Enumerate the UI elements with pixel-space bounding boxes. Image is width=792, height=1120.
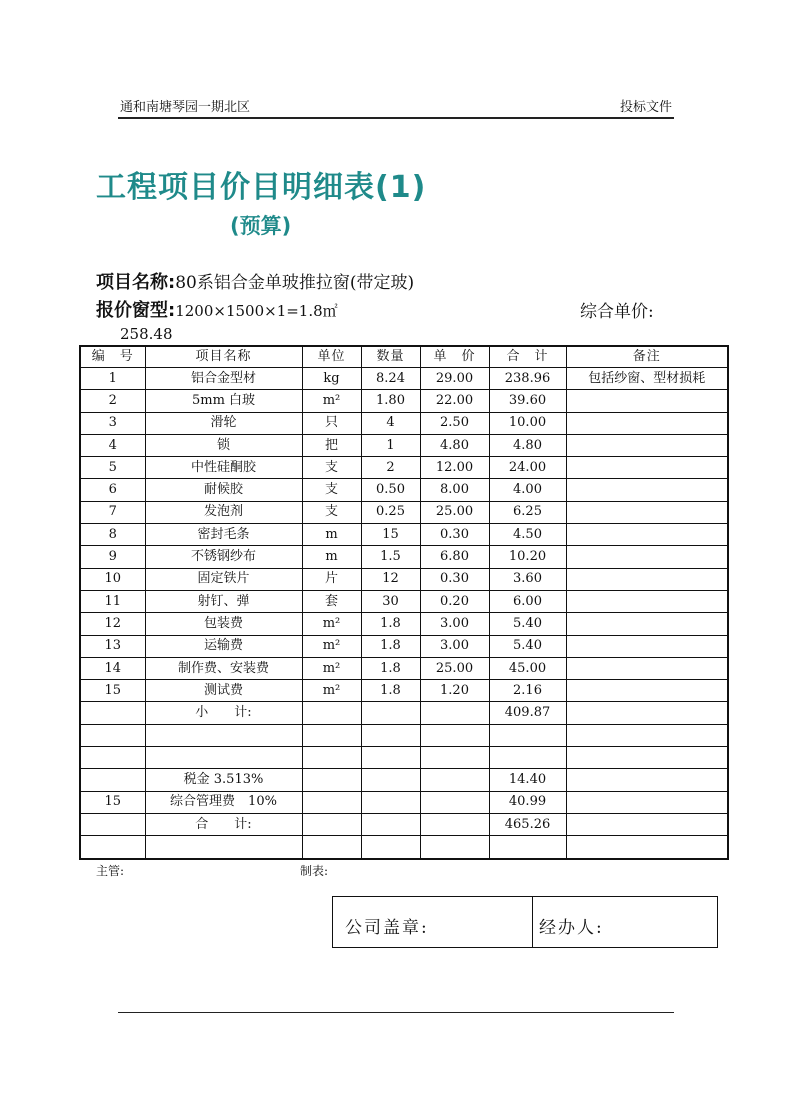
cell-total: 4.00 <box>489 479 566 501</box>
cell-unit-price: 8.00 <box>420 479 489 501</box>
cell-quantity: 1 <box>361 434 420 456</box>
header-col-unit-price: 单 价 <box>420 346 489 368</box>
cell-item-name: 运输费 <box>145 635 302 657</box>
cell-unit-price: 12.00 <box>420 457 489 479</box>
cell-unit-price <box>420 769 489 791</box>
table-row <box>80 457 728 479</box>
cell-quantity: 1.8 <box>361 657 420 679</box>
cell-number: 14 <box>80 657 145 679</box>
price-table <box>79 345 729 860</box>
cell-unit: m² <box>302 635 361 657</box>
table-row <box>80 635 728 657</box>
cell-note <box>566 724 728 746</box>
cell-total: 10.20 <box>489 546 566 568</box>
cell-item-name: 中性硅酮胶 <box>145 457 302 479</box>
cell-note <box>566 568 728 590</box>
cell-number: 2 <box>80 390 145 412</box>
cell-total: 2.16 <box>489 680 566 702</box>
header-col-item-name: 项目名称 <box>145 346 302 368</box>
header-col-unit: 单位 <box>302 346 361 368</box>
cell-unit: m <box>302 524 361 546</box>
cell-number: 8 <box>80 524 145 546</box>
handler-label: 经办人: <box>539 918 604 938</box>
cell-total: 40.99 <box>489 791 566 813</box>
cell-item-name: 小 计: <box>145 702 302 724</box>
cell-unit: 只 <box>302 412 361 434</box>
cell-unit: kg <box>302 368 361 390</box>
cell-number: 5 <box>80 457 145 479</box>
cell-unit <box>302 791 361 813</box>
cell-quantity <box>361 769 420 791</box>
cell-total: 5.40 <box>489 635 566 657</box>
cell-number: 4 <box>80 434 145 456</box>
cell-number: 10 <box>80 568 145 590</box>
cell-item-name <box>145 836 302 859</box>
cell-unit: 片 <box>302 568 361 590</box>
cell-note <box>566 657 728 679</box>
table-row <box>80 590 728 612</box>
cell-note <box>566 613 728 635</box>
cell-quantity <box>361 836 420 859</box>
prepared-by-label: 制表: <box>300 864 329 878</box>
cell-item-name <box>145 747 302 769</box>
cell-item-name: 包装费 <box>145 613 302 635</box>
cell-number <box>80 747 145 769</box>
cell-quantity: 1.8 <box>361 613 420 635</box>
company-seal-label: 公司盖章: <box>345 918 429 938</box>
cell-total: 6.25 <box>489 501 566 523</box>
page-title: 工程项目价目明细表(1) <box>96 170 427 205</box>
cell-number: 15 <box>80 680 145 702</box>
header-col-total: 合 计 <box>489 346 566 368</box>
header-col-note: 备注 <box>566 346 728 368</box>
table-row <box>80 546 728 568</box>
cell-unit: 支 <box>302 457 361 479</box>
cell-item-name: 固定铁片 <box>145 568 302 590</box>
table-body <box>80 368 728 859</box>
table-row <box>80 479 728 501</box>
cell-item-name: 铝合金型材 <box>145 368 302 390</box>
cell-item-name: 滑轮 <box>145 412 302 434</box>
cell-quantity: 0.25 <box>361 501 420 523</box>
cell-quantity: 1.5 <box>361 546 420 568</box>
cell-number: 1 <box>80 368 145 390</box>
cell-quantity: 1.8 <box>361 635 420 657</box>
cell-total: 238.96 <box>489 368 566 390</box>
cell-unit: m² <box>302 657 361 679</box>
cell-number: 7 <box>80 501 145 523</box>
cell-note <box>566 702 728 724</box>
cell-unit-price <box>420 747 489 769</box>
cell-unit <box>302 702 361 724</box>
cell-unit-price: 4.80 <box>420 434 489 456</box>
window-type-value: 1200×1500×1=1.8㎡ <box>175 302 338 320</box>
table-row <box>80 836 728 859</box>
cell-quantity: 1.80 <box>361 390 420 412</box>
cell-note <box>566 390 728 412</box>
cell-number: 3 <box>80 412 145 434</box>
cell-note <box>566 412 728 434</box>
cell-unit: 套 <box>302 590 361 612</box>
table-row <box>80 434 728 456</box>
cell-unit-price <box>420 791 489 813</box>
cell-quantity: 1.8 <box>361 680 420 702</box>
cell-unit-price: 3.00 <box>420 613 489 635</box>
cell-total: 14.40 <box>489 769 566 791</box>
table-row <box>80 724 728 746</box>
cell-quantity <box>361 702 420 724</box>
cell-number: 15 <box>80 791 145 813</box>
header-divider <box>118 117 674 119</box>
cell-total: 10.00 <box>489 412 566 434</box>
cell-note <box>566 546 728 568</box>
cell-note <box>566 479 728 501</box>
cell-note <box>566 524 728 546</box>
cell-unit-price: 3.00 <box>420 635 489 657</box>
cell-unit-price: 1.20 <box>420 680 489 702</box>
cell-item-name: 合 计: <box>145 813 302 835</box>
cell-quantity <box>361 813 420 835</box>
cell-total: 465.26 <box>489 813 566 835</box>
cell-number <box>80 702 145 724</box>
table-row <box>80 613 728 635</box>
cell-item-name: 密封毛条 <box>145 524 302 546</box>
cell-unit: 把 <box>302 434 361 456</box>
footer-divider <box>118 1012 674 1013</box>
cell-unit <box>302 769 361 791</box>
cell-note <box>566 747 728 769</box>
project-name-label: 项目名称: <box>96 272 176 293</box>
cell-number: 11 <box>80 590 145 612</box>
cell-unit-price: 0.30 <box>420 524 489 546</box>
cell-unit-price: 0.20 <box>420 590 489 612</box>
header-col-quantity: 数量 <box>361 346 420 368</box>
cell-total: 4.80 <box>489 434 566 456</box>
cell-quantity: 0.50 <box>361 479 420 501</box>
cell-unit: m² <box>302 613 361 635</box>
cell-quantity <box>361 791 420 813</box>
cell-item-name: 税金 3.513% <box>145 769 302 791</box>
cell-number <box>80 836 145 859</box>
cell-note <box>566 635 728 657</box>
cell-total <box>489 836 566 859</box>
table-row <box>80 368 728 390</box>
cell-quantity: 12 <box>361 568 420 590</box>
project-name-line <box>96 268 414 294</box>
table-header-row <box>80 346 728 368</box>
table-row <box>80 769 728 791</box>
cell-total <box>489 724 566 746</box>
cell-note <box>566 590 728 612</box>
cell-total: 409.87 <box>489 702 566 724</box>
cell-unit: m² <box>302 390 361 412</box>
cell-item-name <box>145 724 302 746</box>
table-row <box>80 657 728 679</box>
cell-unit: 支 <box>302 501 361 523</box>
cell-number: 13 <box>80 635 145 657</box>
cell-unit: m² <box>302 680 361 702</box>
cell-unit-price: 25.00 <box>420 501 489 523</box>
cell-unit-price <box>420 702 489 724</box>
signature-box <box>332 896 718 948</box>
cell-note <box>566 836 728 859</box>
table-row <box>80 390 728 412</box>
cell-total: 39.60 <box>489 390 566 412</box>
cell-item-name: 测试费 <box>145 680 302 702</box>
table-row <box>80 412 728 434</box>
cell-quantity: 2 <box>361 457 420 479</box>
cell-unit-price <box>420 724 489 746</box>
cell-unit <box>302 836 361 859</box>
cell-unit <box>302 813 361 835</box>
cell-unit-price: 0.30 <box>420 568 489 590</box>
cell-item-name: 发泡剂 <box>145 501 302 523</box>
cell-item-name: 制作费、安装费 <box>145 657 302 679</box>
cell-number <box>80 769 145 791</box>
cell-total: 24.00 <box>489 457 566 479</box>
cell-quantity <box>361 724 420 746</box>
cell-note <box>566 769 728 791</box>
signature-divider <box>532 897 533 947</box>
cell-quantity <box>361 747 420 769</box>
table-row <box>80 568 728 590</box>
table-row <box>80 813 728 835</box>
cell-note <box>566 457 728 479</box>
cell-number <box>80 724 145 746</box>
table-row <box>80 524 728 546</box>
cell-unit-price <box>420 813 489 835</box>
table-row <box>80 501 728 523</box>
cell-note <box>566 434 728 456</box>
cell-note <box>566 813 728 835</box>
table-row <box>80 680 728 702</box>
cell-quantity: 15 <box>361 524 420 546</box>
cell-note <box>566 680 728 702</box>
cell-unit <box>302 747 361 769</box>
table-row <box>80 791 728 813</box>
cell-item-name: 不锈钢纱布 <box>145 546 302 568</box>
cell-note <box>566 501 728 523</box>
cell-unit-price: 29.00 <box>420 368 489 390</box>
cell-item-name: 锁 <box>145 434 302 456</box>
cell-item-name: 射钉、弹 <box>145 590 302 612</box>
table-row <box>80 747 728 769</box>
cell-unit-price: 25.00 <box>420 657 489 679</box>
header-doc-type: 投标文件 <box>619 100 672 115</box>
table-row <box>80 702 728 724</box>
cell-unit-price: 6.80 <box>420 546 489 568</box>
cell-quantity: 8.24 <box>361 368 420 390</box>
unit-price-label: 综合单价: <box>580 302 654 322</box>
cell-total <box>489 747 566 769</box>
cell-total: 3.60 <box>489 568 566 590</box>
cell-unit: 支 <box>302 479 361 501</box>
header-col-number: 编 号 <box>80 346 145 368</box>
cell-unit-price <box>420 836 489 859</box>
cell-number <box>80 813 145 835</box>
cell-item-name: 耐候胶 <box>145 479 302 501</box>
cell-total: 6.00 <box>489 590 566 612</box>
unit-price-value: 258.48 <box>120 325 173 343</box>
cell-total: 45.00 <box>489 657 566 679</box>
header-project-name: 通和南塘琴园一期北区 <box>120 100 251 115</box>
cell-item-name: 5mm 白玻 <box>145 390 302 412</box>
cell-unit-price: 2.50 <box>420 412 489 434</box>
cell-note: 包括纱窗、型材损耗 <box>566 368 728 390</box>
cell-unit-price: 22.00 <box>420 390 489 412</box>
page-subtitle: (预算) <box>230 214 292 238</box>
cell-total: 5.40 <box>489 613 566 635</box>
cell-unit <box>302 724 361 746</box>
cell-note <box>566 791 728 813</box>
cell-quantity: 4 <box>361 412 420 434</box>
cell-number: 9 <box>80 546 145 568</box>
cell-quantity: 30 <box>361 590 420 612</box>
cell-unit: m <box>302 546 361 568</box>
cell-total: 4.50 <box>489 524 566 546</box>
cell-item-name: 综合管理费 10% <box>145 791 302 813</box>
window-type-label: 报价窗型: <box>96 300 176 321</box>
project-name-value: 80系铝合金单玻推拉窗(带定玻) <box>175 273 415 293</box>
cell-number: 6 <box>80 479 145 501</box>
window-type-line <box>96 296 338 322</box>
supervisor-label: 主管: <box>96 864 125 878</box>
cell-number: 12 <box>80 613 145 635</box>
